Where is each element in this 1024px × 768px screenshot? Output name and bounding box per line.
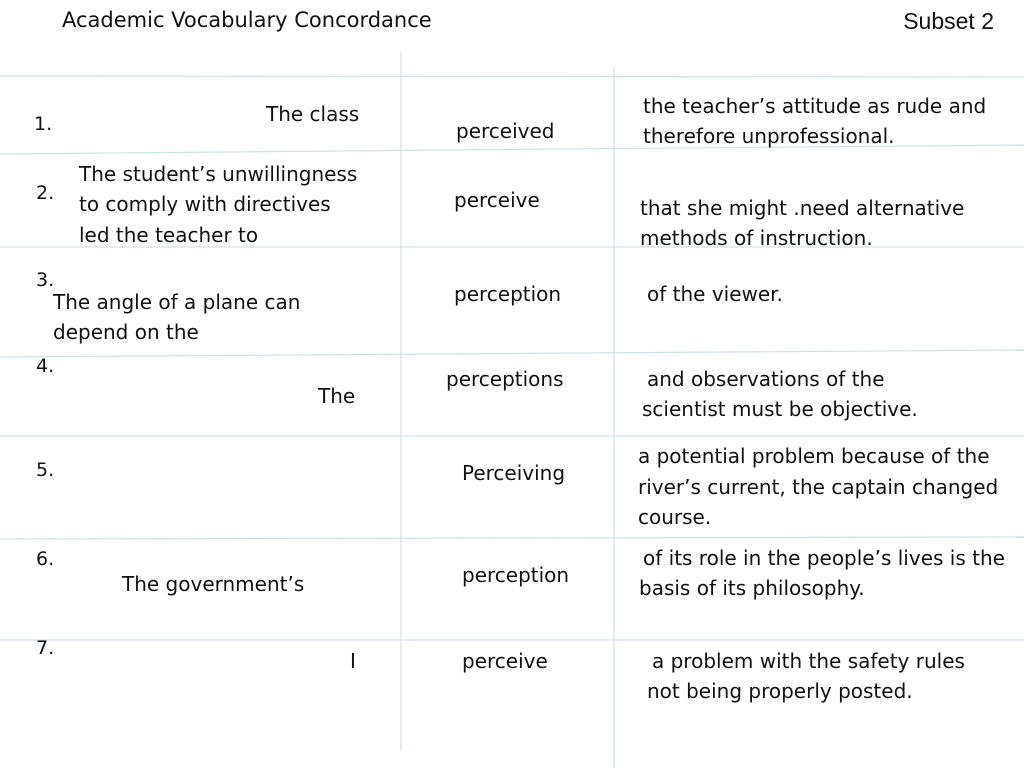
sentence-end: that she might .need alternative xyxy=(640,196,965,220)
keyword: perceptions xyxy=(446,367,564,391)
keyword: perceive xyxy=(454,188,540,212)
row-number: 4. xyxy=(36,355,55,377)
sentence-start: to comply with directives xyxy=(79,192,331,216)
sentence-end: methods of instruction. xyxy=(640,226,873,250)
sentence-end: course. xyxy=(638,505,712,529)
sentence-start: depend on the xyxy=(53,320,199,344)
row-number: 2. xyxy=(36,182,55,204)
keyword: perception xyxy=(454,282,562,306)
sentence-end: a potential problem because of the xyxy=(638,444,990,468)
sentence-end: the teacher’s attitude as rude and xyxy=(643,94,987,118)
sentence-start: The student’s unwillingness xyxy=(79,162,358,186)
sentence-end: river’s current, the captain changed xyxy=(638,475,999,499)
keyword: Perceiving xyxy=(462,461,566,485)
keyword: perceived xyxy=(456,119,555,143)
sentence-end: a problem with the safety rules xyxy=(652,649,965,673)
keyword: perception xyxy=(462,563,570,587)
sentence-start: The government’s xyxy=(122,572,305,596)
keyword: perceive xyxy=(462,649,548,673)
row-rule-4 xyxy=(0,350,1024,357)
sentence-start: I xyxy=(350,649,356,673)
sentence-end: not being properly posted. xyxy=(647,679,913,703)
row-number: 6. xyxy=(36,548,55,570)
row-number: 5. xyxy=(36,459,55,481)
slide-title: Academic Vocabulary Concordance xyxy=(62,8,432,32)
sentence-start: The xyxy=(318,384,356,408)
sentence-start: led the teacher to xyxy=(79,223,259,247)
sentence-end: scientist must be objective. xyxy=(642,397,918,421)
sentence-end: therefore unprofessional. xyxy=(643,124,895,148)
sentence-end: and observations of the xyxy=(647,367,885,391)
sentence-start: The class xyxy=(266,102,360,126)
row-rule-6 xyxy=(0,537,1024,539)
sentence-start: The angle of a plane can xyxy=(53,290,301,314)
row-number: 1. xyxy=(34,113,53,135)
sentence-end: basis of its philosophy. xyxy=(639,576,865,600)
row-number: 3. xyxy=(36,269,55,291)
row-rule-1 xyxy=(0,76,1024,77)
row-number: 7. xyxy=(36,637,55,659)
sentence-end: of the viewer. xyxy=(647,282,783,306)
subset-label: Subset 2 xyxy=(903,8,994,34)
sentence-end: of its role in the people’s lives is the xyxy=(643,546,1005,570)
